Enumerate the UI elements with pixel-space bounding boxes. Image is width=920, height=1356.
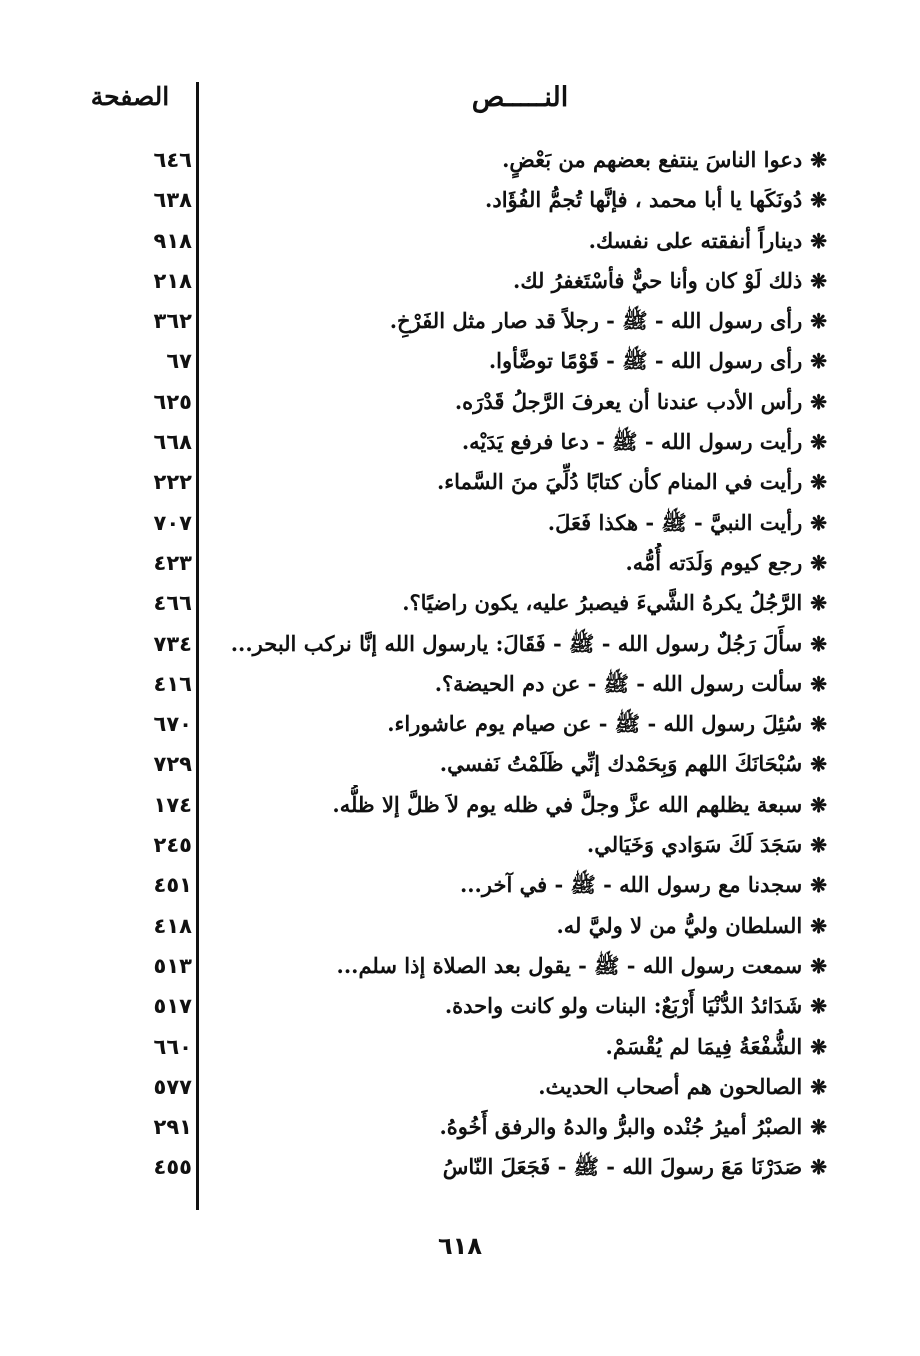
entry-page-number: ٦٢٥ (153, 389, 192, 414)
index-list (0, 140, 920, 1188)
entry-text (227, 261, 827, 301)
entry-page-number: ٦٦٨ (153, 430, 192, 455)
list-item (0, 704, 920, 744)
entry-page-number: ٤٥٥ (153, 1155, 192, 1180)
bullet-star-icon: ❋ (810, 268, 827, 293)
entry-phrase: رأس الأدب عندنا أن يعرفَ الرَّجلُ قَدْرَه. (454, 388, 803, 414)
entry-phrase: رأيت النبيَّ - ﷺ - هكذا فَعَلَ. (547, 509, 803, 535)
entry-page-number: ٤١٦ (153, 671, 192, 696)
bullet-star-icon: ❋ (810, 470, 827, 495)
entry-page-number: ٥١٧ (153, 994, 192, 1019)
entry-phrase: سمعت رسول الله - ﷺ - يقول بعد الصلاة إذا سلم... (336, 952, 803, 978)
bullet-star-icon: ❋ (810, 631, 827, 656)
entry-page-number: ٤٢٣ (153, 550, 192, 575)
list-item (0, 422, 920, 462)
bullet-star-icon: ❋ (810, 792, 827, 817)
entry-page-number: ٥١٣ (153, 953, 192, 978)
entry-text (227, 221, 827, 261)
entry-phrase: رجع كيوم وَلَدَته أُمُّه. (625, 549, 803, 575)
list-item (0, 180, 920, 220)
bullet-star-icon: ❋ (810, 752, 827, 777)
entry-page-number: ٣٦٢ (153, 309, 192, 334)
entry-phrase: رأى رسول الله - ﷺ - قَوْمًا توضَّأوا. (488, 348, 803, 374)
entry-page-number: ٤١٨ (153, 913, 192, 938)
entry-text (227, 906, 827, 946)
entry-page-number: ٧٢٩ (153, 752, 192, 777)
list-item (0, 301, 920, 341)
list-item (0, 341, 920, 381)
entry-text (227, 180, 827, 220)
entry-page-number: ٤٦٦ (153, 591, 192, 616)
entry-page-number: ٩١٨ (153, 228, 192, 253)
bullet-star-icon: ❋ (810, 833, 827, 858)
list-item (0, 1147, 920, 1187)
entry-phrase: سأَلَ رَجُلٌ رسول الله - ﷺ - فَقَالَ: يارسول الله إنَّا نركب البحر... (230, 630, 803, 656)
entry-page-number: ٧٠٧ (153, 510, 192, 535)
list-item (0, 865, 920, 905)
entry-text (227, 785, 827, 825)
list-item (0, 140, 920, 180)
bullet-star-icon: ❋ (810, 994, 827, 1019)
bullet-star-icon: ❋ (810, 309, 827, 334)
entry-phrase: صَدَرْنَا مَعَ رسولَ الله - ﷺ - فَجَعَلَ النّاسُ (442, 1154, 803, 1180)
entry-text (227, 744, 827, 784)
list-item (0, 503, 920, 543)
bullet-star-icon: ❋ (810, 148, 827, 172)
entry-page-number: ١٧٤ (153, 792, 192, 817)
bullet-star-icon: ❋ (810, 430, 827, 455)
list-item (0, 543, 920, 583)
entry-phrase: رأيت رسول الله - ﷺ - دعا فرفع يَدَيْه. (461, 429, 803, 455)
text-column-header: النـــــص (471, 82, 569, 113)
bullet-star-icon: ❋ (810, 1115, 827, 1140)
list-item (0, 462, 920, 502)
list-item (0, 1027, 920, 1067)
entry-phrase: ديناراً أنفقته على نفسك. (588, 227, 803, 253)
list-item (0, 946, 920, 986)
entry-text (227, 704, 827, 744)
bullet-star-icon: ❋ (810, 1155, 827, 1180)
entry-text (227, 1027, 827, 1067)
entry-text (227, 462, 827, 502)
list-item (0, 785, 920, 825)
entry-phrase: الشُّفْعَةُ فِيمَا لم يُقْسَمْ. (605, 1033, 803, 1059)
bullet-star-icon: ❋ (810, 1074, 827, 1099)
list-item (0, 664, 920, 704)
entry-phrase: سُئِلَ رسول الله - ﷺ - عن صيام يوم عاشوراء. (387, 711, 803, 737)
entry-phrase: رأى رسول الله - ﷺ - رجلاً قد صار مثل الفَرْخِ. (389, 308, 803, 334)
entry-phrase: الصبْرُ أميرُ جُنْده والبرُّ والدهُ والرفق أَخُوهُ. (439, 1114, 803, 1140)
entry-page-number: ٥٧٧ (153, 1074, 192, 1099)
page-number: ٦١٨ (438, 1232, 482, 1260)
entry-phrase: رأيت في المنام كأن كتابًا دُلِّيَ منَ السَّماء. (436, 469, 803, 495)
list-item (0, 906, 920, 946)
list-item (0, 221, 920, 261)
bullet-star-icon: ❋ (810, 913, 827, 938)
bullet-star-icon: ❋ (810, 550, 827, 575)
bullet-star-icon: ❋ (810, 712, 827, 737)
entry-phrase: دُونَكَها يا أبا محمد ، فإنَّها تُجمُّ الفُؤَاد. (485, 187, 803, 213)
list-item (0, 744, 920, 784)
entry-text (227, 865, 827, 905)
entry-text (227, 301, 827, 341)
entry-page-number: ٦٤٦ (153, 148, 192, 172)
entry-text (227, 503, 827, 543)
entry-text (227, 583, 827, 623)
entry-page-number: ٦٧ (166, 349, 192, 374)
list-item (0, 624, 920, 664)
entry-phrase: سَجَدَ لَكَ سَوَادي وَخَيَالي. (586, 832, 803, 858)
bullet-star-icon: ❋ (810, 873, 827, 898)
entry-text (227, 986, 827, 1026)
entry-text (227, 1107, 827, 1147)
bullet-star-icon: ❋ (810, 389, 827, 414)
entry-text (227, 624, 827, 664)
entry-page-number: ٦٧٠ (153, 712, 192, 737)
bullet-star-icon: ❋ (810, 671, 827, 696)
entry-text (227, 1067, 827, 1107)
entry-page-number: ٦٦٠ (153, 1034, 192, 1059)
list-item (0, 1107, 920, 1147)
bullet-star-icon: ❋ (810, 188, 827, 213)
entry-phrase: سجدنا مع رسول الله - ﷺ - في آخر... (459, 872, 803, 898)
bullet-star-icon: ❋ (810, 349, 827, 374)
entry-phrase: سألت رسول الله - ﷺ - عن دم الحيضة؟. (434, 670, 803, 696)
entry-phrase: سُبْحَانَكَ اللهم وَبِحَمْدك إنِّي ظَلَمْتُ نَفسي. (439, 751, 803, 777)
entry-text (227, 664, 827, 704)
list-item (0, 261, 920, 301)
entry-page-number: ٢٢٢ (153, 470, 192, 495)
entry-page-number: ٢١٨ (153, 268, 192, 293)
entry-phrase: دعوا الناسَ ينتفع بعضهم من بَعْضٍ. (502, 147, 803, 172)
entry-text (227, 422, 827, 462)
entry-text (227, 946, 827, 986)
entry-text (227, 341, 827, 381)
bullet-star-icon: ❋ (810, 1034, 827, 1059)
entry-text (227, 140, 827, 180)
entry-phrase: ذلك لَوْ كان وأنا حيٌّ فأسْتَغفرُ لك. (513, 267, 803, 293)
entry-page-number: ٤٥١ (153, 873, 192, 898)
bullet-star-icon: ❋ (810, 510, 827, 535)
entry-text (227, 1147, 827, 1187)
entry-phrase: الصالحون هم أصحاب الحديث. (538, 1073, 803, 1099)
entry-text (227, 825, 827, 865)
entry-page-number: ٧٣٤ (153, 631, 192, 656)
entry-page-number: ٢٩١ (153, 1115, 192, 1140)
entry-phrase: الرَّجُلُ يكرهُ الشَّيءَ فيصبرُ عليه، يكون راضيًا؟. (402, 590, 803, 616)
entry-page-number: ٦٣٨ (153, 188, 192, 213)
list-item (0, 986, 920, 1026)
list-item (0, 382, 920, 422)
entry-page-number: ٢٤٥ (153, 833, 192, 858)
entry-phrase: سبعة يظلهم الله عزَّ وجلَّ في ظله يوم لاَ ظلَّ إلا ظلُّه. (332, 791, 803, 817)
list-item (0, 583, 920, 623)
entry-phrase: شَدَائدُ الدُّنْيَا أَرْبَعٌ: البنات ولو كانت واحدة. (444, 993, 803, 1019)
page-column-header: الصفحة (90, 82, 170, 111)
bullet-star-icon: ❋ (810, 228, 827, 253)
entry-text (227, 543, 827, 583)
list-item (0, 1067, 920, 1107)
bullet-star-icon: ❋ (810, 591, 827, 616)
bullet-star-icon: ❋ (810, 953, 827, 978)
list-item (0, 825, 920, 865)
entry-phrase: السلطان وليُّ من لا وليَّ له. (556, 912, 803, 938)
entry-text (227, 382, 827, 422)
